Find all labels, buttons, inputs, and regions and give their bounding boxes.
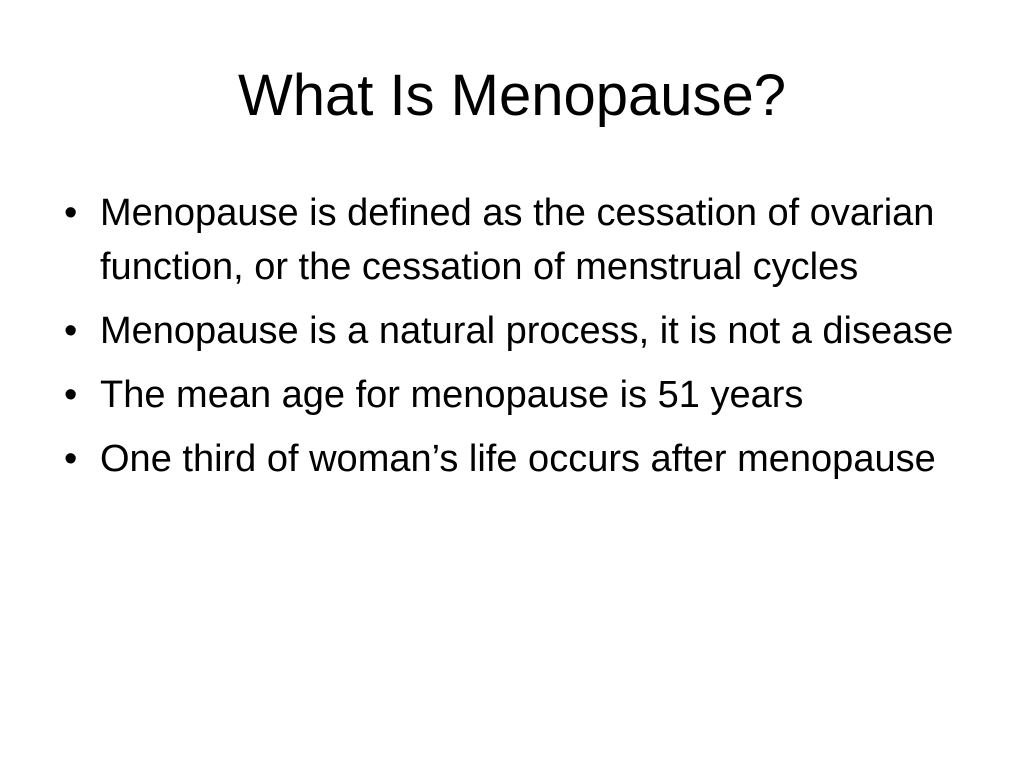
bullet-item bbox=[56, 304, 976, 358]
bullet-item bbox=[56, 368, 976, 422]
bullet-icon: • bbox=[64, 438, 78, 480]
bullet-text: Menopause is defined as the cessation of ovarian function, or the cessation of menstrual cycles bbox=[100, 192, 935, 288]
slide-title: What Is Menopause? bbox=[237, 63, 787, 128]
bullet-icon: • bbox=[64, 374, 78, 416]
bullet-item bbox=[56, 432, 976, 486]
bullet-list bbox=[56, 186, 976, 496]
bullet-icon: • bbox=[64, 310, 78, 352]
bullet-text: Menopause is a natural process, it is not a disease bbox=[100, 310, 954, 352]
bullet-text: The mean age for menopause is 51 years bbox=[100, 374, 804, 416]
bullet-icon: • bbox=[64, 192, 78, 234]
bullet-item bbox=[56, 186, 976, 294]
bullet-text: One third of woman’s life occurs after menopause bbox=[100, 438, 936, 480]
